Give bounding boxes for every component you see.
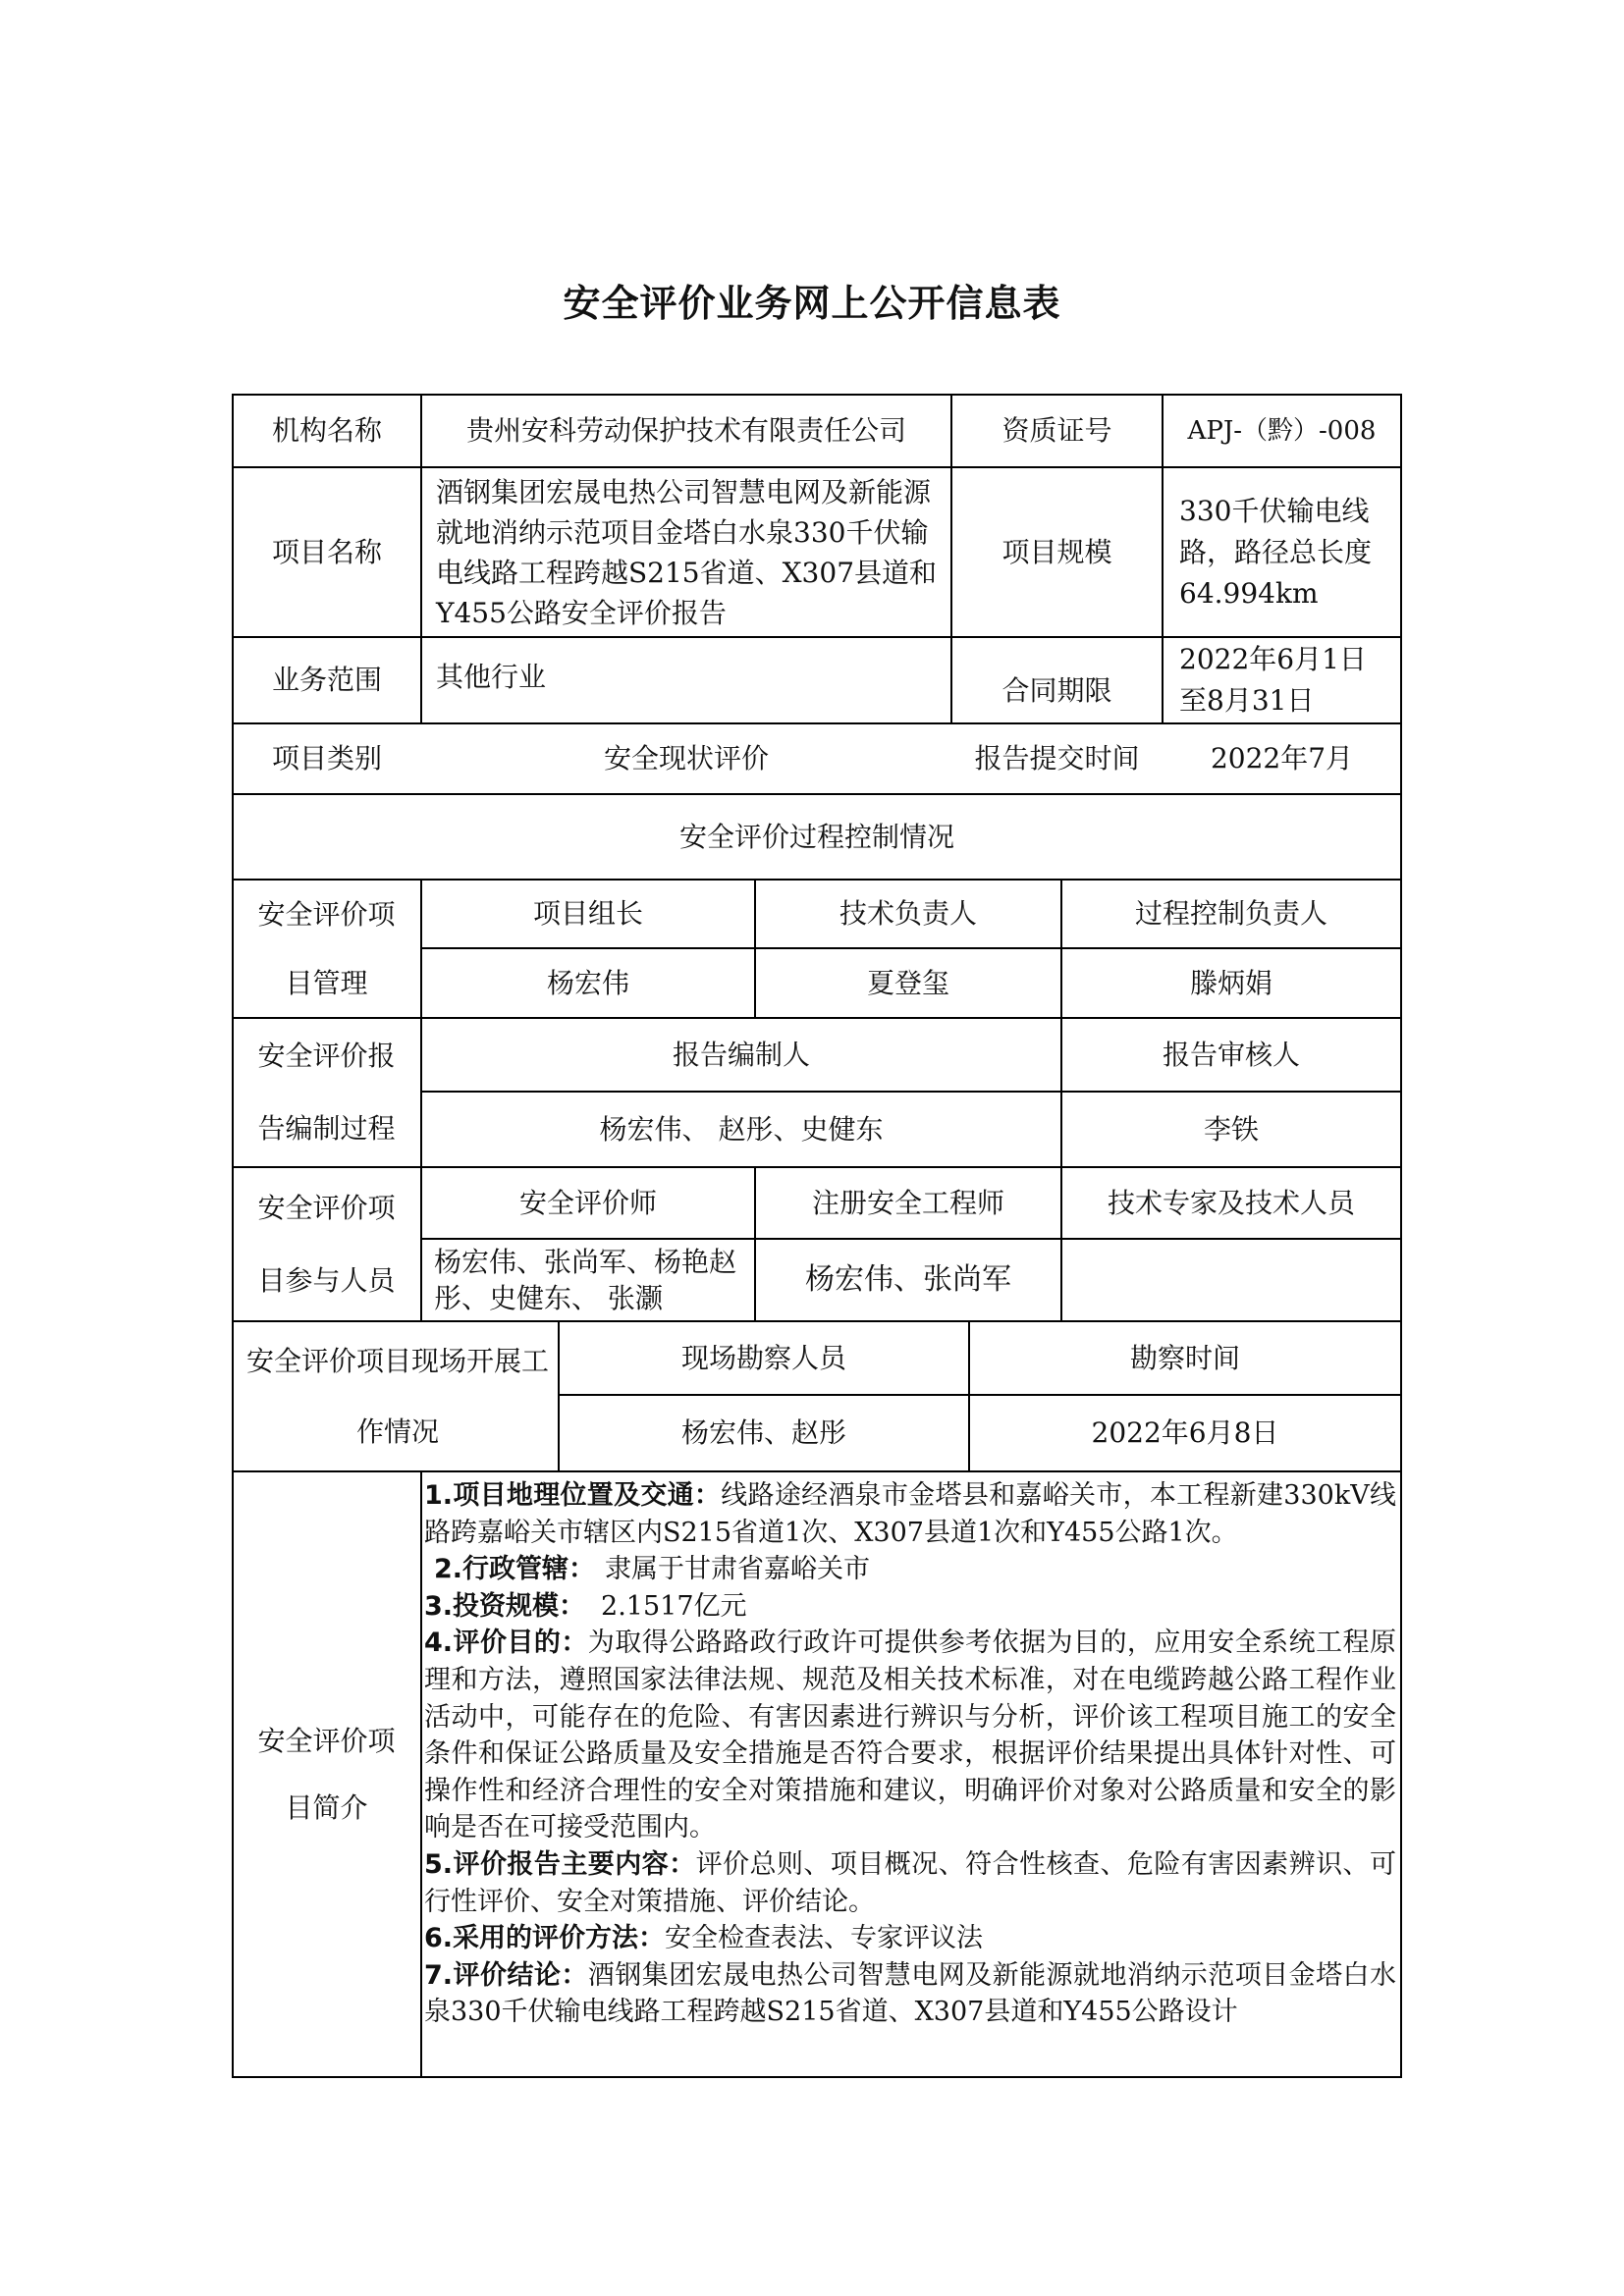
project-value: 酒钢集团宏晟电热公司智慧电网及新能源就地消纳示范项目金塔白水泉330千伏输电线路工程跨越S215省道、X307县道和Y455公路安全评价报告	[436, 475, 938, 629]
intro-item	[424, 1920, 1396, 1957]
tech-label: 技术负责人	[839, 897, 977, 930]
table-rule	[1400, 394, 1402, 2078]
evaluator-label: 安全评价师	[518, 1186, 657, 1219]
intro-label: 安全评价项目简介	[257, 1724, 396, 1824]
author-value: 杨宏伟、 赵彤、史健东	[599, 1112, 884, 1146]
intro-item-title: 2.行政管辖：	[434, 1554, 596, 1585]
period-label: 合同期限	[1001, 674, 1112, 707]
intro-item	[424, 1588, 1396, 1626]
intro-item-text: 酒钢集团宏晟电热公司智慧电网及新能源就地消纳示范项目金塔白水泉330千伏输电线路工程跨越S215省道、X307县道和Y455公路设计	[424, 1959, 1396, 2028]
intro-item-title: 5.评价报告主要内容：	[424, 1848, 696, 1880]
intro-item	[424, 1957, 1396, 2031]
page-title: 安全评价业务网上公开信息表	[563, 282, 1061, 325]
period-value: 2022年6月1日至8月31日	[1179, 643, 1367, 717]
surveyor-value: 杨宏伟、赵彤	[680, 1416, 846, 1449]
author-label: 报告编制人	[672, 1038, 810, 1071]
intro-item	[424, 1846, 1396, 1920]
control-label: 过程控制负责人	[1134, 897, 1327, 930]
scope-label: 业务范围	[271, 664, 382, 696]
type-value: 安全现状评价	[603, 742, 769, 774]
scope-value: 其他行业	[436, 661, 547, 693]
submit-value: 2022年7月	[1210, 742, 1354, 774]
intro-item-text: 隶属于甘肃省嘉峪关市	[605, 1554, 871, 1585]
control-value: 滕炳娟	[1189, 966, 1272, 999]
intro-content	[424, 1477, 1396, 2031]
intro-item-text: 2.1517亿元	[601, 1590, 747, 1622]
time-value: 2022年6月8日	[1091, 1416, 1279, 1449]
table-rule	[420, 1470, 422, 2076]
intro-item	[424, 1477, 1396, 1551]
org-label: 机构名称	[271, 414, 382, 447]
project-label: 项目名称	[271, 535, 382, 568]
intro-item-title: 6.采用的评价方法：	[424, 1923, 666, 1954]
leader-value: 杨宏伟	[546, 966, 629, 999]
reviewer-value: 李铁	[1203, 1112, 1259, 1146]
scale-value: 330千伏输电线路，路径总长度64.994km	[1179, 494, 1373, 610]
intro-item	[424, 1625, 1396, 1846]
cert-label: 资质证号	[1001, 414, 1112, 447]
intro-item-title: 7.评价结论：	[424, 1959, 588, 1991]
submit-label: 报告提交时间	[974, 742, 1140, 774]
management-label: 安全评价项目管理	[257, 897, 396, 999]
org-value: 贵州安科劳动保护技术有限责任公司	[465, 414, 906, 447]
intro-item-text: 安全检查表法、专家评议法	[665, 1923, 984, 1954]
report-label: 安全评价报告编制过程	[257, 1040, 396, 1145]
intro-item-text: 评价总则、项目概况、符合性核查、危险有害因素辨识、可行性评价、安全对策措施、评价结论。	[424, 1848, 1397, 1917]
evaluator-value: 杨宏伟、张尚军、杨艳赵彤、史健东、 张灏	[434, 1246, 737, 1314]
reviewer-label: 报告审核人	[1162, 1038, 1300, 1071]
engineer-value: 杨宏伟、张尚军	[805, 1262, 1011, 1297]
intro-item-title: 1.项目地理位置及交通：	[424, 1480, 722, 1511]
expert-value	[1062, 1240, 1400, 1320]
intro-item-title: 3.投资规模：	[424, 1590, 586, 1622]
intro-item-title: 4.评价目的：	[424, 1628, 588, 1659]
participants-label: 安全评价项目参与人员	[257, 1191, 396, 1297]
intro-item-text: 为取得公路路政行政许可提供参考依据为目的，应用安全系统工程原理和方法，遵照国家法律法规、规范及相关技术标准，对在电缆跨越公路工程作业活动中，可能存在的危险、有害因素进行辨识与分析，评价该工程项目施工的安全条件和保证公路质量及安全措施是否符合要求，根据评价结果提出具体针对性、可操作性和经济合理性的安全对策措施和建议，明确评价对象对公路质量和安全的影响是否在可接受范围内。	[424, 1628, 1396, 1843]
surveyor-label: 现场勘察人员	[680, 1341, 846, 1374]
tech-value: 夏登玺	[866, 966, 949, 999]
leader-label: 项目组长	[532, 897, 643, 930]
cert-value: APJ-（黔）-008	[1187, 416, 1377, 446]
time-label: 勘察时间	[1129, 1341, 1240, 1374]
intro-item-text: 线路途经酒泉市金塔县和嘉峪关市，本工程新建330kV线路跨嘉峪关市辖区内S215省道1次、X307县道1次和Y455公路1次。	[424, 1480, 1396, 1548]
intro-item	[424, 1551, 1396, 1588]
scale-label: 项目规模	[1001, 535, 1112, 568]
table-rule	[232, 2076, 1402, 2078]
process-heading: 安全评价过程控制情况	[678, 820, 954, 853]
engineer-label: 注册安全工程师	[811, 1186, 1004, 1219]
expert-label: 技术专家及技术人员	[1107, 1186, 1355, 1219]
type-label: 项目类别	[271, 742, 382, 774]
site-label: 安全评价项目现场开展工作情况	[245, 1344, 549, 1448]
